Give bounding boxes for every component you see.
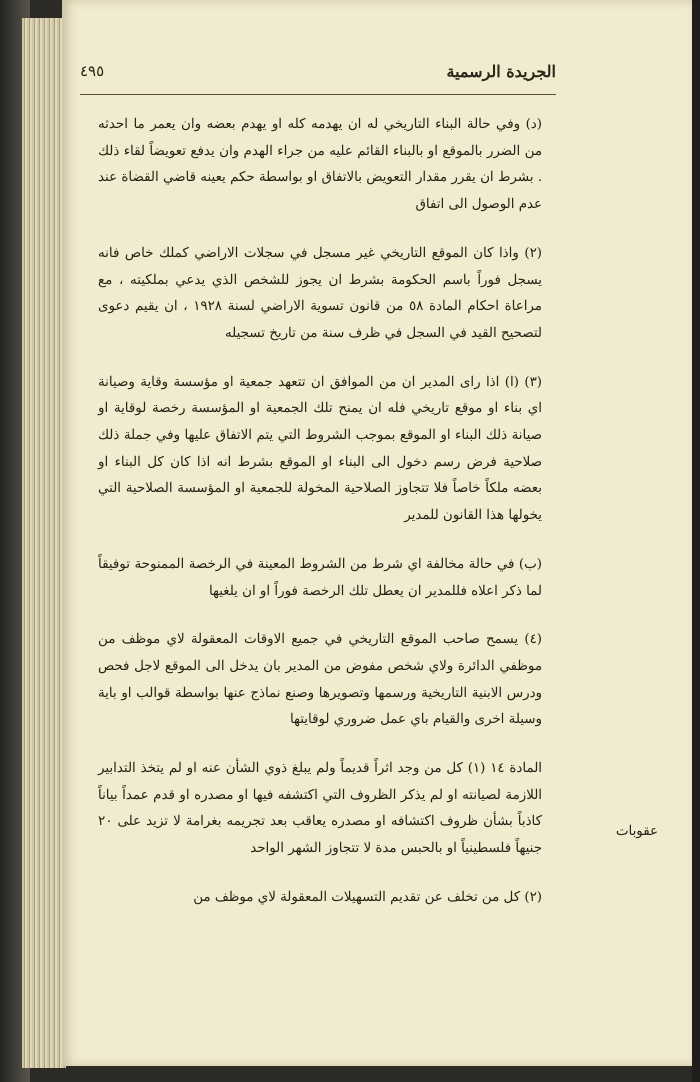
margin-note-penalties: عقوبات	[615, 824, 658, 839]
page-header	[80, 62, 556, 92]
header-rule	[80, 94, 556, 95]
page-number: ٤٩٥	[80, 62, 105, 80]
paragraph-3a: (٣) (ا) اذا راى المدير ان من الموافق ان تتعهد جمعية او مؤسسة وقاية وصيانة اي بناء او موقع تاريخي فله ان يمنح تلك الجمعية او المؤسسة رخصة لوقاية او صيانة ذلك البناء او الموقع بموجب الشروط التي يتم الاتفاق عليها وفي جملة ذلك صلاحية فرض رسم دخول الى البناء او الموقع بشرط انه اذا كان كل البناء او بعضه ملكاً خاصاً فلا تتجاوز الصلاحية المخولة للجمعية او المؤسسة الصلاحية التي يخولها هذا القانون للمدير	[98, 374, 542, 524]
running-title: الجريدة الرسمية	[446, 62, 556, 81]
article-14-paragraph-2: (٢) كل من تخلف عن تقديم التسهيلات المعقولة لاي موظف من	[193, 889, 542, 905]
page-right-border	[692, 0, 700, 1082]
paragraph-d: (د) وفي حالة البناء التاريخي له ان يهدمه كله او يهدم بعضه وان يعمر ما احدثه من الضرر بالموقع او بالبناء القائم عليه من جراء الهدم وان يدفع تعويضاً لقاء ذلك . بشرط ان يقرر مقدار التعويض بالاتفاق او بواسطة حكم يعينه قاضي القضاة عند عدم الوصول الى اتفاق	[98, 117, 542, 213]
article-14-paragraph-1: المادة ١٤ (١) كل من وجد اثراً قديماً ولم يبلغ ذوي الشأن عنه او لم يتخذ التدابير اللازمة لصيانته او لم يذكر الظروف التي اكتشفه فيها او مصدره او قدم عمداً بياناً كاذباً بشأن ظروف اكتشافه او مصدره يعاقب بعد تجريمه بغرامة لا تزيد على ٢٠ جنيهاً فلسطينياً او بالحبس مدة لا تتجاوز الشهر الواحد	[98, 761, 543, 857]
paragraph-3b: (ب) في حالة مخالفة اي شرط من الشروط المعينة في الرخصة الممنوحة توفيقاً لما ذكر اعلاه فللمدير ان يعطل تلك الرخصة فوراً او ان يلغيها	[98, 556, 542, 599]
page-edges	[22, 18, 66, 1068]
paragraph-2: (٢) واذا كان الموقع التاريخي غير مسجل في سجلات الاراضي كملك خاص فانه يسجل فوراً باسم الحكومة بشرط ان يجوز للشخص الذي يدعي بملكيته ، مع مراعاة احكام المادة ٥٨ من قانون تسوية الاراضي لسنة ١٩٢٨ ، ان يقيم دعوى لتصحيح القيد في السجل في ظرف سنة من تاريخ تسجيله	[98, 245, 542, 341]
document-body	[98, 112, 542, 934]
paragraph-4: (٤) يسمح صاحب الموقع التاريخي في جميع الاوقات المعقولة لاي موظف من موظفي الدائرة ولاي شخص مفوض من المدير بان يدخل الى الموقع لاجل فحص ودرس الابنية التاريخية ورسمها وتصويرها وصنع نماذج عنها بواسطة قوالب او باية وسيلة اخرى والقيام باي عمل ضروري لوقايتها	[98, 632, 542, 728]
